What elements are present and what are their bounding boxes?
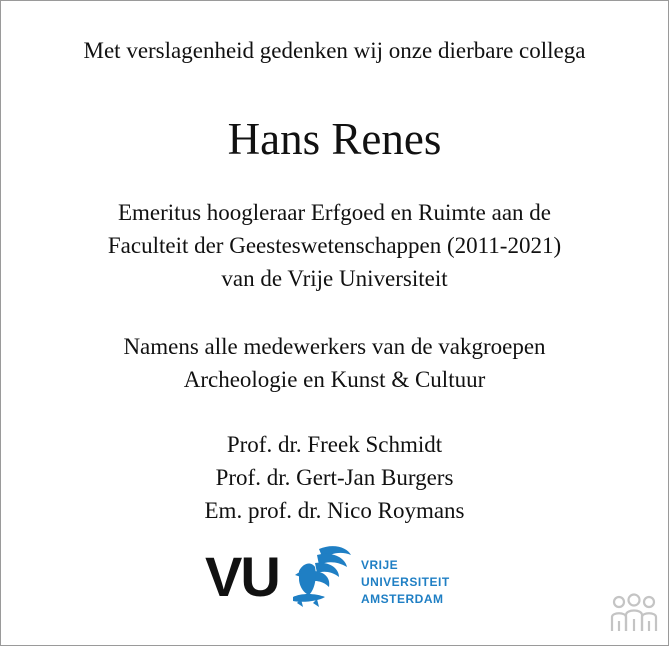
vu-logo-mark: VU bbox=[205, 545, 279, 608]
role-line-3: van de Vrije Universiteit bbox=[221, 266, 448, 291]
vu-logo-word-1: VRIJE bbox=[361, 558, 399, 572]
griffin-icon bbox=[289, 541, 353, 611]
vu-logo-word-2: UNIVERSITEIT bbox=[361, 575, 450, 589]
behalf-line-2: Archeologie en Kunst & Cultuur bbox=[183, 367, 486, 392]
vu-logo-wordmark bbox=[361, 557, 450, 608]
role-line-1: Emeritus hoogleraar Erfgoed en Ruimte aan de bbox=[117, 200, 551, 225]
vu-logo-word-3: AMSTERDAM bbox=[361, 592, 444, 606]
deceased-name: Hans Renes bbox=[227, 114, 442, 164]
signatory-2: Prof. dr. Gert-Jan Burgers bbox=[215, 465, 454, 490]
people-icon bbox=[608, 593, 660, 633]
signatory-1: Prof. dr. Freek Schmidt bbox=[226, 432, 443, 457]
behalf-line-1: Namens alle medewerkers van de vakgroepen bbox=[123, 334, 546, 359]
intro-line: Met verslagenheid gedenken wij onze dierbare collega bbox=[83, 38, 586, 63]
signatory-3: Em. prof. dr. Nico Roymans bbox=[204, 498, 465, 523]
role-line-2: Faculteit der Geesteswetenschappen (2011-2021) bbox=[107, 233, 562, 258]
vu-logo bbox=[201, 539, 461, 613]
